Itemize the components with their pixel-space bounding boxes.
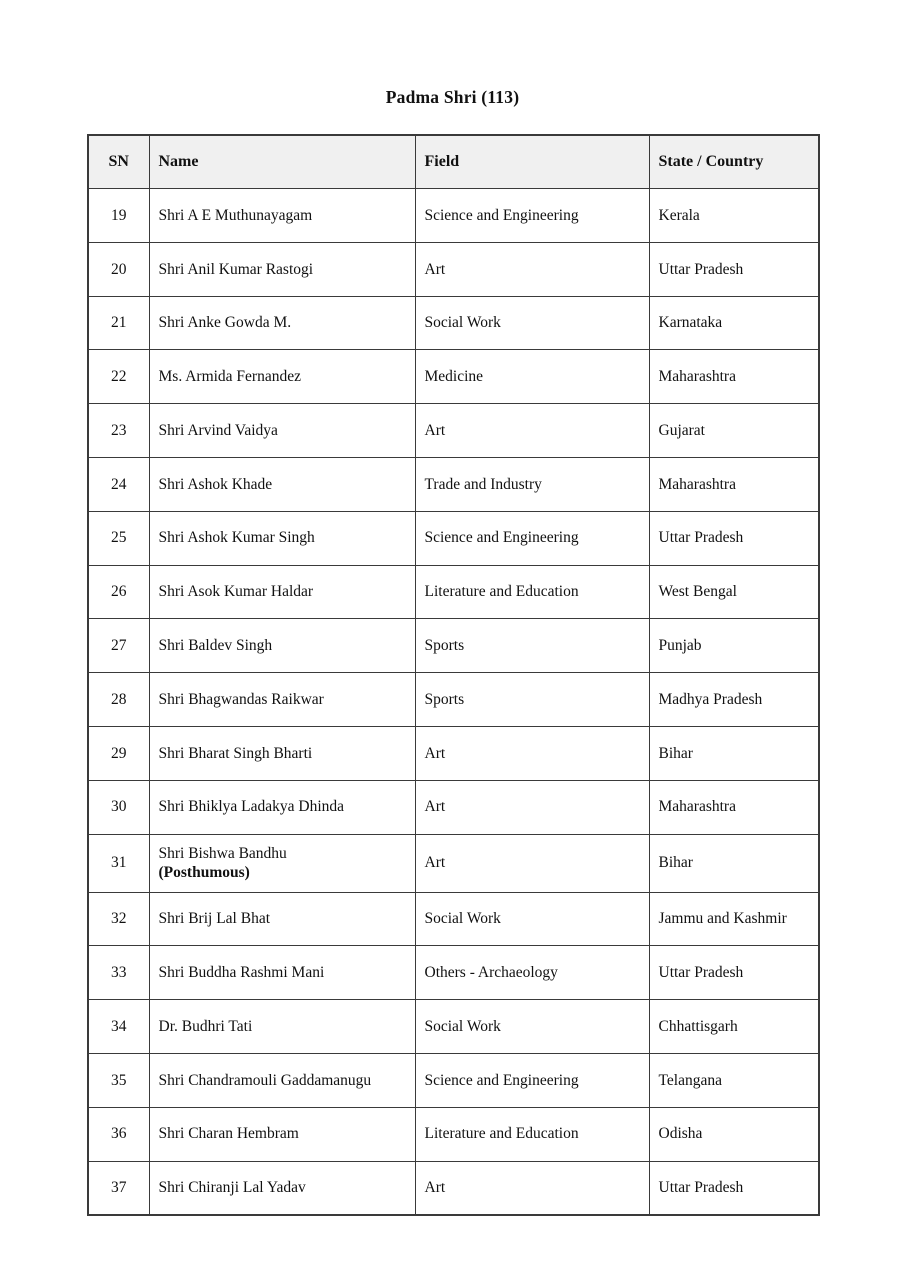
cell-sn: 30 <box>88 780 149 834</box>
header-sn: SN <box>88 135 149 189</box>
table-row <box>88 892 819 946</box>
page-title: Padma Shri (113) <box>385 87 520 107</box>
cell-field: Art <box>415 834 649 892</box>
cell-field: Art <box>415 1161 649 1215</box>
cell-name: Shri Asok Kumar Haldar <box>149 565 415 619</box>
table-row <box>88 673 819 727</box>
cell-state: Telangana <box>649 1053 819 1107</box>
cell-sn: 33 <box>88 946 149 1000</box>
cell-field: Science and Engineering <box>415 189 649 243</box>
cell-name: Shri A E Muthunayagam <box>149 189 415 243</box>
table-row <box>88 1053 819 1107</box>
cell-name: Ms. Armida Fernandez <box>149 350 415 404</box>
cell-state: Kerala <box>649 189 819 243</box>
cell-name: Shri Brij Lal Bhat <box>149 892 415 946</box>
cell-sn: 23 <box>88 404 149 458</box>
table-row <box>88 1107 819 1161</box>
cell-field: Sports <box>415 673 649 727</box>
cell-sn: 36 <box>88 1107 149 1161</box>
cell-sn: 19 <box>88 189 149 243</box>
table-row <box>88 834 819 892</box>
cell-sn: 27 <box>88 619 149 673</box>
cell-state: Odisha <box>649 1107 819 1161</box>
table-row <box>88 242 819 296</box>
cell-state: Chhattisgarh <box>649 1000 819 1054</box>
cell-sn: 21 <box>88 296 149 350</box>
table-row <box>88 619 819 673</box>
cell-field: Literature and Education <box>415 565 649 619</box>
cell-name: Shri Baldev Singh <box>149 619 415 673</box>
cell-sn: 24 <box>88 457 149 511</box>
table-row <box>88 511 819 565</box>
cell-field: Art <box>415 404 649 458</box>
cell-state: Jammu and Kashmir <box>649 892 819 946</box>
cell-sn: 28 <box>88 673 149 727</box>
cell-state: Bihar <box>649 834 819 892</box>
cell-name: Shri Bhagwandas Raikwar <box>149 673 415 727</box>
cell-name: Shri Anil Kumar Rastogi <box>149 242 415 296</box>
cell-name: Shri Buddha Rashmi Mani <box>149 946 415 1000</box>
cell-state: Gujarat <box>649 404 819 458</box>
cell-name: Shri Bhiklya Ladakya Dhinda <box>149 780 415 834</box>
table-row <box>88 780 819 834</box>
cell-name: Dr. Budhri Tati <box>149 1000 415 1054</box>
table-row <box>88 457 819 511</box>
cell-field: Trade and Industry <box>415 457 649 511</box>
cell-name: Shri Anke Gowda M. <box>149 296 415 350</box>
cell-state: Maharashtra <box>649 780 819 834</box>
cell-sn: 20 <box>88 242 149 296</box>
table-row <box>88 565 819 619</box>
cell-name: Shri Bishwa Bandhu (Posthumous) <box>149 834 415 892</box>
cell-field: Social Work <box>415 296 649 350</box>
cell-state: West Bengal <box>649 565 819 619</box>
cell-sn: 32 <box>88 892 149 946</box>
cell-field: Social Work <box>415 1000 649 1054</box>
cell-name: Shri Charan Hembram <box>149 1107 415 1161</box>
cell-state: Maharashtra <box>649 350 819 404</box>
posthumous-label: (Posthumous) <box>158 864 250 882</box>
cell-state: Uttar Pradesh <box>649 1161 819 1215</box>
cell-sn: 37 <box>88 1161 149 1215</box>
cell-state: Bihar <box>649 726 819 780</box>
cell-sn: 29 <box>88 726 149 780</box>
cell-field: Medicine <box>415 350 649 404</box>
cell-name: Shri Bharat Singh Bharti <box>149 726 415 780</box>
cell-sn: 31 <box>88 834 149 892</box>
header-field: Field <box>415 135 649 189</box>
cell-field: Sports <box>415 619 649 673</box>
table-row <box>88 350 819 404</box>
cell-name: Shri Ashok Khade <box>149 457 415 511</box>
cell-state: Karnataka <box>649 296 819 350</box>
cell-state: Maharashtra <box>649 457 819 511</box>
cell-field: Art <box>415 780 649 834</box>
cell-name: Shri Ashok Kumar Singh <box>149 511 415 565</box>
cell-state: Madhya Pradesh <box>649 673 819 727</box>
cell-field: Science and Engineering <box>415 511 649 565</box>
table-header-row <box>88 135 819 189</box>
cell-field: Art <box>415 242 649 296</box>
cell-name: Shri Arvind Vaidya <box>149 404 415 458</box>
cell-name: Shri Chandramouli Gaddamanugu <box>149 1053 415 1107</box>
table-row <box>88 1161 819 1215</box>
cell-state: Uttar Pradesh <box>649 242 819 296</box>
cell-sn: 22 <box>88 350 149 404</box>
cell-field: Art <box>415 726 649 780</box>
cell-field: Science and Engineering <box>415 1053 649 1107</box>
cell-sn: 34 <box>88 1000 149 1054</box>
table-row <box>88 189 819 243</box>
cell-field: Literature and Education <box>415 1107 649 1161</box>
header-state: State / Country <box>649 135 819 189</box>
header-name: Name <box>149 135 415 189</box>
cell-sn: 26 <box>88 565 149 619</box>
cell-field: Social Work <box>415 892 649 946</box>
table-row <box>88 726 819 780</box>
cell-state: Uttar Pradesh <box>649 946 819 1000</box>
awardees-table <box>87 134 820 1216</box>
table-row <box>88 404 819 458</box>
table-row <box>88 296 819 350</box>
table-body <box>88 189 819 1216</box>
table-row <box>88 946 819 1000</box>
cell-name: Shri Chiranji Lal Yadav <box>149 1161 415 1215</box>
cell-state: Punjab <box>649 619 819 673</box>
table-row <box>88 1000 819 1054</box>
cell-field: Others - Archaeology <box>415 946 649 1000</box>
cell-state: Uttar Pradesh <box>649 511 819 565</box>
cell-sn: 35 <box>88 1053 149 1107</box>
cell-sn: 25 <box>88 511 149 565</box>
